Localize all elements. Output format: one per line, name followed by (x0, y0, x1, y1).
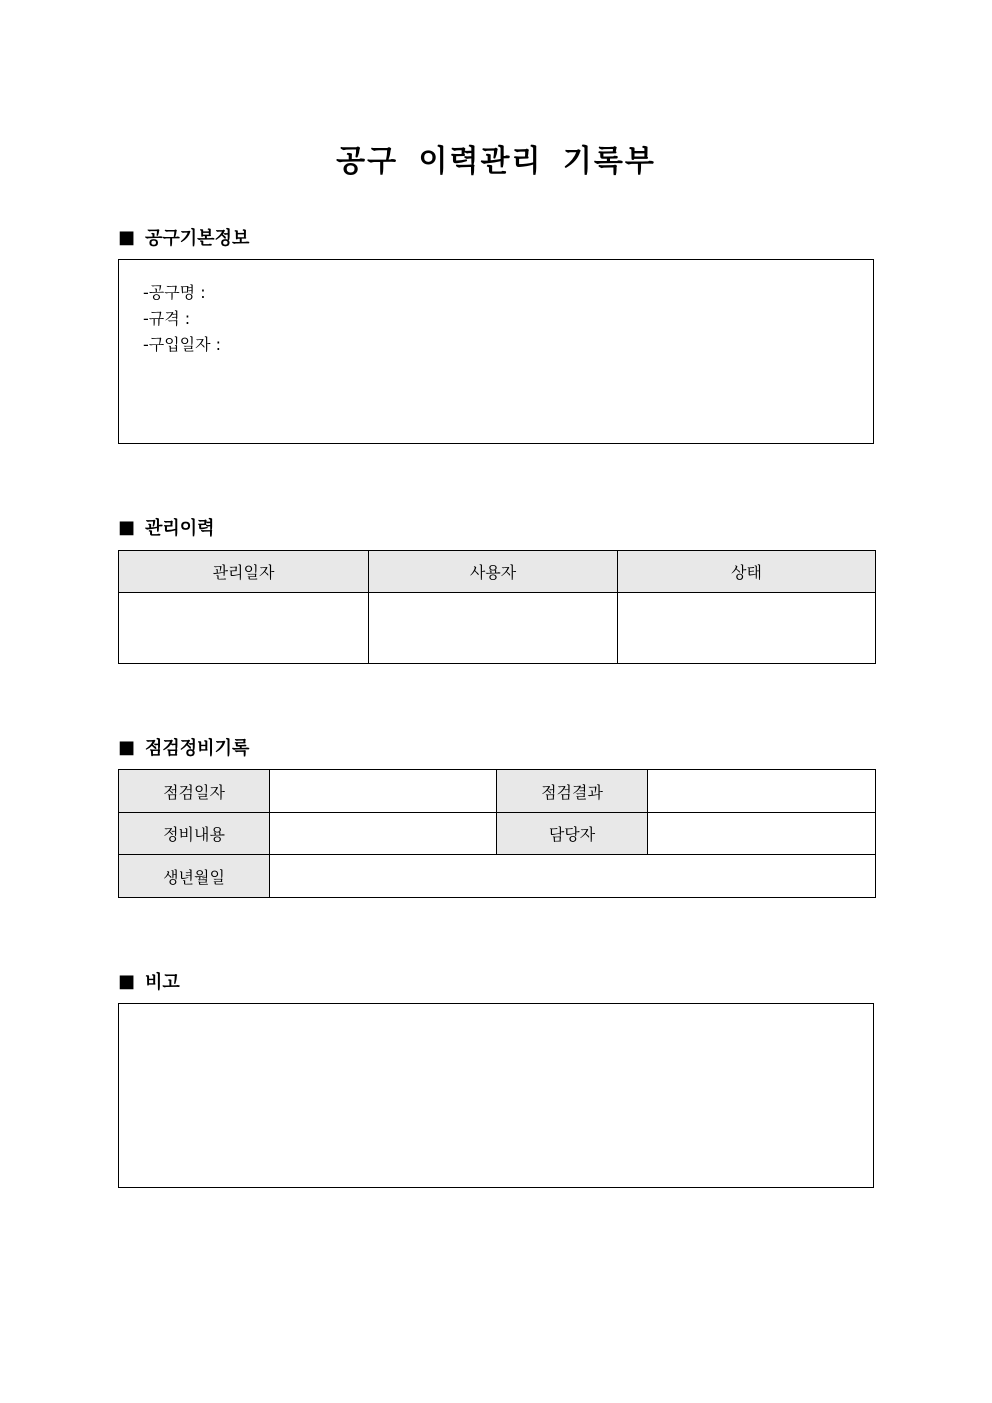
bullet-square-icon: ■ (118, 226, 136, 248)
field-tool-name: -공구명 : (143, 283, 206, 302)
bullet-square-icon: ■ (118, 516, 136, 538)
cell-user[interactable] (369, 593, 618, 664)
section-inspection-title: 점검정비기록 (145, 738, 250, 759)
cell-status[interactable] (618, 593, 876, 664)
section-basic-title: 공구기본정보 (145, 228, 250, 249)
value-inspect-result[interactable] (648, 770, 876, 813)
remarks-box[interactable] (118, 1003, 874, 1188)
label-inspect-date: 점검일자 (119, 770, 270, 813)
section-inspection-heading (118, 734, 249, 760)
table-row (119, 813, 876, 855)
label-manager: 담당자 (497, 813, 648, 855)
table-row (119, 593, 876, 664)
value-maintenance[interactable] (270, 813, 497, 855)
section-remarks-heading (118, 968, 180, 994)
field-purchase-date: -구입일자 : (143, 335, 222, 354)
table-row (119, 770, 876, 813)
value-birth-date[interactable] (270, 855, 876, 898)
inspection-table (118, 769, 876, 898)
page-title: 공구 이력관리 기록부 (336, 144, 656, 179)
bullet-square-icon: ■ (118, 970, 136, 992)
history-table (118, 550, 876, 664)
bullet-square-icon: ■ (118, 736, 136, 758)
value-inspect-date[interactable] (270, 770, 497, 813)
col-user: 사용자 (369, 551, 618, 593)
label-inspect-result: 점검결과 (497, 770, 648, 813)
history-header-row (119, 551, 876, 593)
label-maintenance: 정비내용 (119, 813, 270, 855)
table-row (119, 855, 876, 898)
label-birth-date: 생년월일 (119, 855, 270, 898)
cell-manage-date[interactable] (119, 593, 369, 664)
value-manager[interactable] (648, 813, 876, 855)
section-history-heading (118, 514, 215, 540)
section-history-title: 관리이력 (145, 518, 215, 539)
col-manage-date: 관리일자 (119, 551, 369, 593)
section-basic-heading (118, 224, 249, 250)
col-status: 상태 (618, 551, 876, 593)
section-remarks-title: 비고 (145, 972, 180, 993)
basic-info-box[interactable] (118, 259, 874, 444)
field-spec: -규격 : (143, 309, 191, 328)
